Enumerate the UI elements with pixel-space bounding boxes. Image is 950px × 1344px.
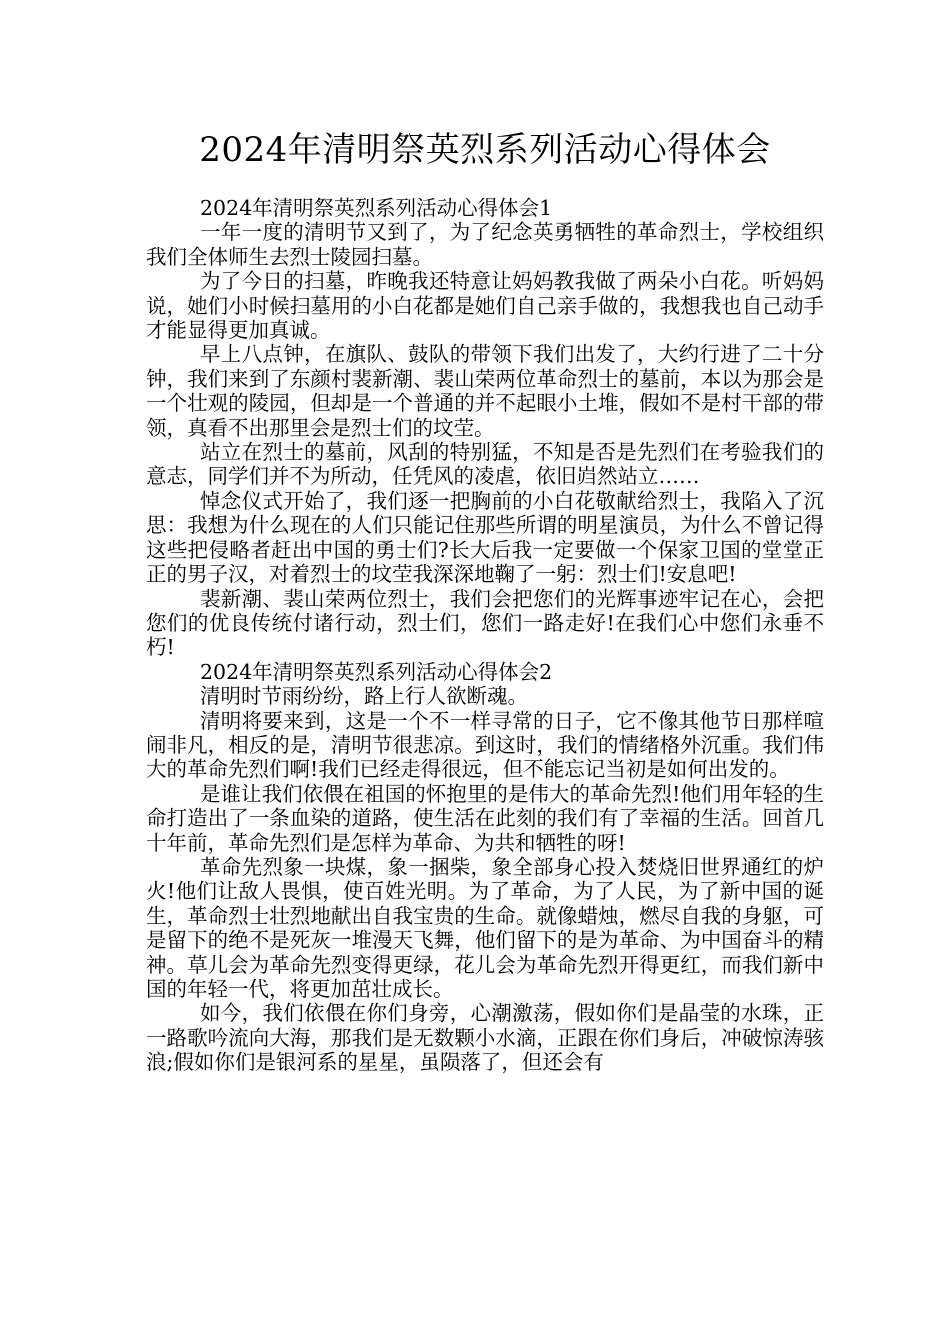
paragraph: 悼念仪式开始了，我们逐一把胸前的小白花敬献给烈士，我陷入了沉思：我想为什么现在的人们只能记住那些所谓的明星演员，为什么不曾记得这些把侵略者赶出中国的勇士们?长大后我一定要做一个保家卫国的堂堂正正的男子汉，对着烈士的坟茔我深深地鞠了一躬：烈士们!安息吧! (146, 488, 824, 587)
paragraph: 一年一度的清明节又到了，为了纪念英勇牺牲的革命烈士，学校组织我们全体师生去烈士陵园扫墓。 (146, 220, 824, 269)
document-page (146, 124, 824, 1075)
paragraph: 革命先烈象一块煤，象一捆柴，象全部身心投入焚烧旧世界通红的炉火!他们让敌人畏惧，使百姓光明。为了革命，为了人民，为了新中国的诞生，革命烈士壮烈地献出自我宝贵的生命。就像蜡烛，燃尽自我的身躯，可是留下的绝不是死灰一堆漫天飞舞，他们留下的是为革命、为中国奋斗的精神。草儿会为革命先烈变得更绿，花儿会为革命先烈开得更红，而我们新中国的年轻一代，将更加茁壮成长。 (146, 854, 824, 1001)
paragraph: 清明时节雨纷纷，路上行人欲断魂。 (200, 684, 528, 709)
paragraph: 如今，我们依偎在你们身旁，心潮激荡，假如你们是晶莹的水珠，正一路歌吟流向大海，那我们是无数颗小水滴，正跟在你们身后，冲破惊涛骇浪;假如你们是银河系的星星，虽陨落了，但还会有 (146, 1001, 824, 1075)
paragraph: 裴新潮、裴山荣两位烈士，我们会把您们的光辉事迹牢记在心，会把您们的优良传统付诸行动，烈士们，您们一路走好!在我们心中您们永垂不朽! (146, 586, 824, 660)
paragraph: 为了今日的扫墓，昨晚我还特意让妈妈教我做了两朵小白花。听妈妈说，她们小时候扫墓用的小白花都是她们自己亲手做的，我想我也自己动手才能显得更加真诚。 (146, 269, 824, 343)
paragraph-heading-1: 2024年清明祭英烈系列活动心得体会1 (200, 196, 553, 220)
paragraph: 站立在烈士的墓前，风刮的特别猛，不知是否是先烈们在考验我们的意志，同学们并不为所动，任凭风的凌虐，依旧岿然站立…… (146, 440, 824, 489)
paragraph: 是谁让我们依偎在祖国的怀抱里的是伟大的革命先烈!他们用年轻的生命打造出了一条血染的道路，使生活在此刻的我们有了幸福的生活。回首几十年前，革命先烈们是怎样为革命、为共和牺牲的呀! (146, 781, 824, 855)
document-body (146, 196, 824, 1075)
paragraph-heading-2: 2024年清明祭英烈系列活动心得体会2 (200, 659, 553, 684)
document-title: 2024年清明祭英烈系列活动心得体会 (199, 130, 771, 170)
paragraph: 早上八点钟，在旗队、鼓队的带领下我们出发了，大约行进了二十分钟，我们来到了东颜村裴新潮、裴山荣两位革命烈士的墓前，本以为那会是一个壮观的陵园，但却是一个普通的并不起眼小土堆，假如不是村干部的带领，真看不出那里会是烈士们的坟茔。 (146, 342, 824, 440)
paragraph: 清明将要来到，这是一个不一样寻常的日子，它不像其他节日那样喧闹非凡，相反的是，清明节很悲凉。到这时，我们的情绪格外沉重。我们伟大的革命先烈们啊!我们已经走得很远，但不能忘记当初是如何出发的。 (146, 708, 824, 782)
